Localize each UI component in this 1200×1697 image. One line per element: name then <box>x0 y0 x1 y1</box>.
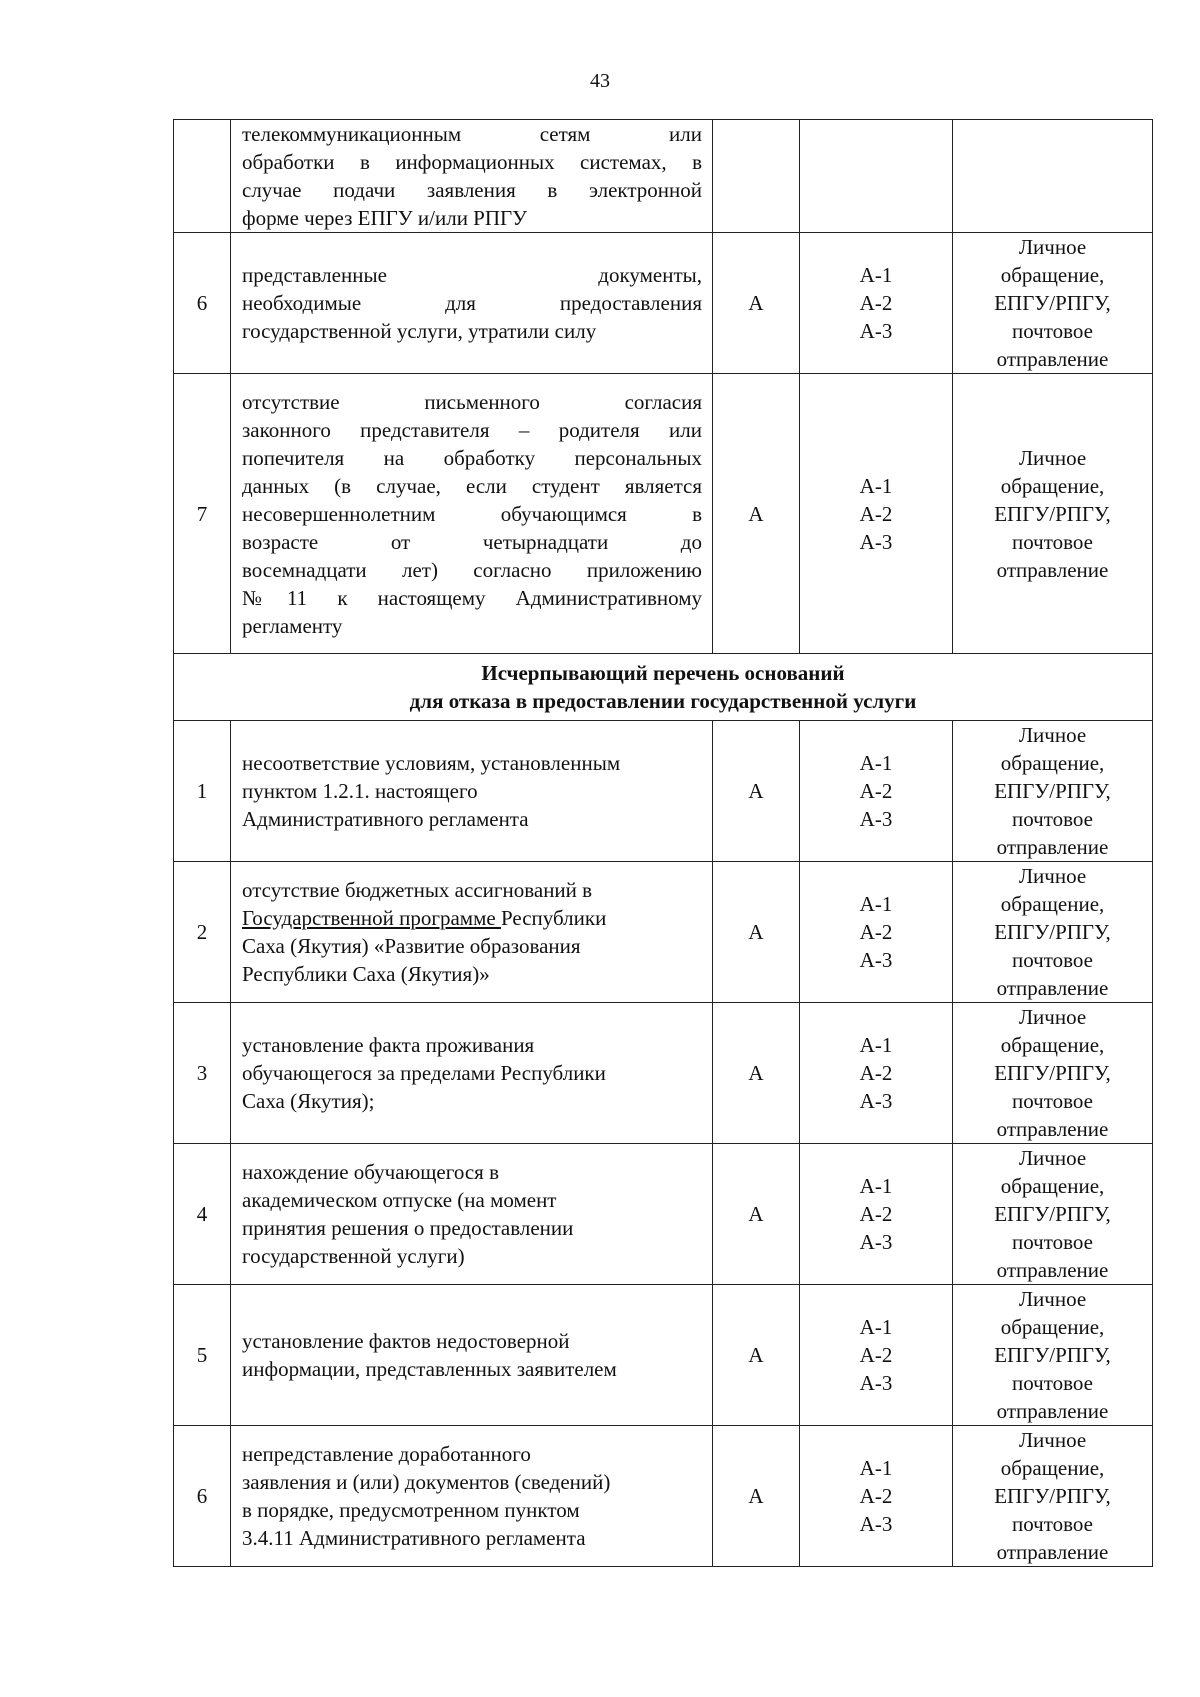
code-item: А-1 <box>859 263 893 287</box>
method-line: обращение, <box>1000 892 1105 916</box>
row-method <box>953 233 1153 374</box>
row-text <box>231 721 713 862</box>
page-number: 43 <box>590 70 610 92</box>
row-type: А <box>713 862 800 1003</box>
row-method <box>953 1426 1153 1567</box>
text-line: принятия решения о предоставлении <box>242 1216 574 1240</box>
method-line: почтовое <box>1011 807 1093 831</box>
text-line: информации, представленных заявителем <box>242 1357 617 1381</box>
method-line: Личное <box>1018 445 1087 470</box>
text-line: попечителя на обработку персональных <box>242 445 702 470</box>
row-text <box>231 1285 713 1426</box>
text-line: Саха (Якутия); <box>242 1089 375 1113</box>
row-text <box>231 374 713 654</box>
method-line: отправление <box>996 557 1109 582</box>
row-text <box>231 120 713 233</box>
code-item: А-1 <box>859 1456 893 1480</box>
code-item: А-3 <box>859 1512 893 1536</box>
code-item: А-1 <box>859 892 893 916</box>
code-item: А-3 <box>859 319 893 343</box>
code-item: А-2 <box>859 1343 893 1367</box>
method-line: ЕПГУ/РПГУ, <box>994 1484 1111 1508</box>
row-number: 1 <box>174 721 231 862</box>
method-line: обращение, <box>1000 473 1105 498</box>
row-text <box>231 233 713 374</box>
code-item: А-2 <box>859 1061 893 1085</box>
text-line: нахождение обучающегося в <box>242 1160 500 1184</box>
text-fragment: Республики <box>500 906 607 930</box>
row-method <box>953 1003 1153 1144</box>
text-line: Административного регламента <box>242 807 529 831</box>
method-line: ЕПГУ/РПГУ, <box>994 1343 1111 1367</box>
text-line: обработки в информационных системах, в <box>242 150 702 174</box>
text-line: регламенту <box>242 613 343 638</box>
code-item: А-2 <box>859 1484 893 1508</box>
table-row <box>174 120 1153 233</box>
text-line: в порядке, предусмотренном пунктом <box>242 1498 580 1522</box>
method-line: ЕПГУ/РПГУ, <box>994 779 1111 803</box>
code-item: А-2 <box>859 1202 893 1226</box>
text-line: непредставление доработанного <box>242 1442 531 1466</box>
method-line: обращение, <box>1000 1315 1105 1339</box>
method-line: обращение, <box>1000 1456 1105 1480</box>
row-type: А <box>713 1003 800 1144</box>
method-line: обращение, <box>1000 263 1105 287</box>
row-codes <box>800 1285 953 1426</box>
method-line: отправление <box>996 1258 1109 1282</box>
row-number: 5 <box>174 1285 231 1426</box>
section-heading-line: Исчерпывающий перечень оснований <box>481 661 845 685</box>
method-line: ЕПГУ/РПГУ, <box>994 501 1111 526</box>
row-method <box>953 374 1153 654</box>
text-line: государственной услуги) <box>242 1244 465 1268</box>
row-number: 7 <box>174 374 231 654</box>
code-item: А-3 <box>859 1089 893 1113</box>
method-line: почтовое <box>1011 1512 1093 1536</box>
text-line: отсутствие письменного согласия <box>242 389 702 414</box>
row-number: 6 <box>174 233 231 374</box>
row-method <box>953 120 1153 233</box>
table-row <box>174 1426 1153 1567</box>
method-line: отправление <box>996 976 1109 1000</box>
row-type: А <box>713 233 800 374</box>
method-line: Личное <box>1018 864 1087 888</box>
text-line: №11 к настоящему Административному <box>242 585 702 610</box>
method-line: обращение, <box>1000 751 1105 775</box>
row-number: 6 <box>174 1426 231 1567</box>
code-item: А-2 <box>859 920 893 944</box>
text-line: государственной услуги, утратили силу <box>242 319 597 343</box>
method-line: ЕПГУ/РПГУ, <box>994 291 1111 315</box>
row-codes <box>800 374 953 654</box>
method-line: отправление <box>996 1117 1109 1141</box>
code-item: А-2 <box>859 291 893 315</box>
text-line: установление фактов недостоверной <box>242 1329 570 1353</box>
code-item: А-1 <box>859 473 893 498</box>
row-number: 3 <box>174 1003 231 1144</box>
method-line: почтовое <box>1011 948 1093 972</box>
text-line: несовершеннолетним обучающимся в <box>242 501 702 526</box>
section-heading <box>174 654 1153 721</box>
row-number: 2 <box>174 862 231 1003</box>
section-heading-line: для отказа в предоставлении государственной услуги <box>409 689 917 713</box>
method-line: Личное <box>1018 723 1087 747</box>
code-item: А-3 <box>859 807 893 831</box>
text-line: отсутствие бюджетных ассигнований в <box>242 878 593 902</box>
row-number <box>174 120 231 233</box>
row-type: А <box>713 374 800 654</box>
method-line: почтовое <box>1011 1371 1093 1395</box>
row-type <box>713 120 800 233</box>
row-codes <box>800 1144 953 1285</box>
code-item: А-1 <box>859 1315 893 1339</box>
row-method <box>953 1285 1153 1426</box>
row-type: А <box>713 1426 800 1567</box>
method-line: почтовое <box>1011 529 1093 554</box>
row-codes <box>800 120 953 233</box>
method-line: обращение, <box>1000 1033 1105 1057</box>
row-codes <box>800 1426 953 1567</box>
method-line: почтовое <box>1011 1230 1093 1254</box>
code-item: А-1 <box>859 1033 893 1057</box>
method-line: отправление <box>996 1399 1109 1423</box>
row-type: А <box>713 721 800 862</box>
method-line: Личное <box>1018 1005 1087 1029</box>
text-line: академическом отпуске (на момент <box>242 1188 557 1212</box>
code-item: А-2 <box>859 501 893 526</box>
text-line: телекоммуникационным сетям или <box>242 122 702 146</box>
code-item: А-3 <box>859 529 893 554</box>
table-row <box>174 862 1153 1003</box>
code-item: А-3 <box>859 948 893 972</box>
text-line: обучающегося за пределами Республики <box>242 1061 606 1085</box>
row-number: 4 <box>174 1144 231 1285</box>
row-method <box>953 862 1153 1003</box>
row-codes <box>800 233 953 374</box>
method-line: обращение, <box>1000 1174 1105 1198</box>
code-item: А-3 <box>859 1230 893 1254</box>
text-line: законного представителя – родителя или <box>242 417 702 442</box>
text-line: форме через ЕПГУ и/или РПГУ <box>242 206 528 230</box>
row-text <box>231 1426 713 1567</box>
text-line: восемнадцати лет) согласно приложению <box>242 557 702 582</box>
grounds-table <box>173 119 1153 1567</box>
section-heading-row <box>174 654 1153 721</box>
program-link-text: Государственной программе <box>242 906 501 930</box>
text-line: возрасте от четырнадцати до <box>242 529 702 554</box>
method-line: ЕПГУ/РПГУ, <box>994 920 1111 944</box>
method-line: ЕПГУ/РПГУ, <box>994 1061 1111 1085</box>
text-line: 3.4.11 Административного регламента <box>242 1526 586 1550</box>
code-item: А-2 <box>859 779 893 803</box>
method-line: отправление <box>996 835 1109 859</box>
text-line: данных (в случае, если студент является <box>242 473 702 498</box>
method-line: Личное <box>1018 1287 1087 1311</box>
table-row <box>174 1003 1153 1144</box>
text-line: представленные документы, <box>242 263 702 287</box>
row-text <box>231 1144 713 1285</box>
method-line: Личное <box>1018 235 1087 259</box>
text-line: пунктом 1.2.1. настоящего <box>242 779 478 803</box>
table-row <box>174 1285 1153 1426</box>
method-line: ЕПГУ/РПГУ, <box>994 1202 1111 1226</box>
method-line: отправление <box>996 347 1109 371</box>
table-row <box>174 374 1153 654</box>
row-text <box>231 1003 713 1144</box>
row-text <box>231 862 713 1003</box>
text-line: установление факта проживания <box>242 1033 535 1057</box>
row-type: А <box>713 1285 800 1426</box>
method-line: почтовое <box>1011 319 1093 343</box>
table-row <box>174 233 1153 374</box>
code-item: А-3 <box>859 1371 893 1395</box>
method-line: Личное <box>1018 1428 1087 1452</box>
method-line: почтовое <box>1011 1089 1093 1113</box>
text-line: необходимые для предоставления <box>242 291 702 315</box>
text-line <box>242 904 702 932</box>
text-line: Республики Саха (Якутия)» <box>242 962 490 986</box>
text-line: несоответствие условиям, установленным <box>242 751 621 775</box>
code-item: А-1 <box>859 751 893 775</box>
table-row <box>174 1144 1153 1285</box>
method-line: Личное <box>1018 1146 1087 1170</box>
method-line: отправление <box>996 1540 1109 1564</box>
row-type: А <box>713 1144 800 1285</box>
row-codes <box>800 1003 953 1144</box>
text-line: случае подачи заявления в электронной <box>242 178 702 202</box>
text-line: заявления и (или) документов (сведений) <box>242 1470 611 1494</box>
row-codes <box>800 862 953 1003</box>
text-line: Саха (Якутия) «Развитие образования <box>242 934 581 958</box>
code-item: А-1 <box>859 1174 893 1198</box>
row-codes <box>800 721 953 862</box>
table-row <box>174 721 1153 862</box>
row-method <box>953 1144 1153 1285</box>
row-method <box>953 721 1153 862</box>
